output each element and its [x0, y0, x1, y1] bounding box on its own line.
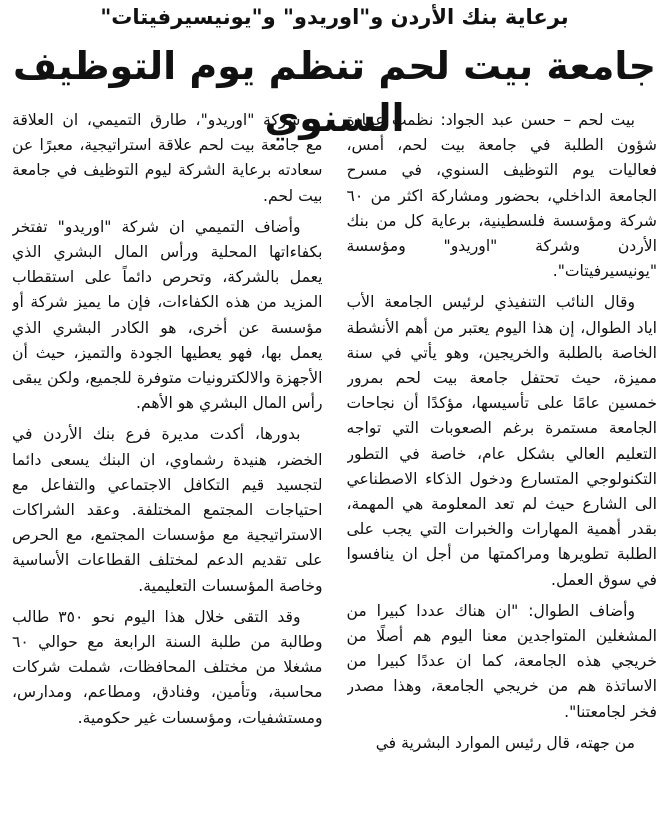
paragraph: بيت لحم – حسن عبد الجواد: نظمت عمادة شؤون الطلبة في جامعة بيت لحم، أمس، فعاليات يوم التوظيف السنوي، في مسرح الجامعة الداخلي، بحضور ومشاركة اكثر من ٦٠ شركة ومؤسسة فلسطينية، برعاية كل من بنك الأردن وشركة "اوريدو" ومؤسسة "يونيسيرفيتات".: [346, 111, 657, 281]
paragraph: من جهته، قال رئيس الموارد البشرية في: [375, 733, 635, 752]
article-column-left: [12, 108, 323, 833]
paragraph: وأضاف التميمي ان شركة "اوريدو" تفتخر بكفاءاتها المحلية ورأس المال البشري الذي يعمل بالشركة، وتحرص دائماً على استقطاب المزيد من هذه الكفاءات، فإن ما يميز شركة أو مؤسسة عن أخرى، هو الكادر البشري الذي يعمل بها، فهو يعطيها الجودة والتميز، حيث أن الأجهزة والالكترونيات متوفرة للجميع، ولكن يبقى رأس المال البشري هو الأهم.: [12, 217, 323, 413]
article-column-right: [347, 108, 658, 833]
paragraph: بدورها، أكدت مديرة فرع بنك الأردن في الخضر، هنيدة رشماوي، ان البنك يسعى دائما لتجسيد قيم التكافل الاجتماعي والتفاعل مع احتياجات المجتمع المختلفة. وعقد الشراكات الاستراتيجية مع مؤسسات المجتمع، مع الحرص على تقديم الدعم لمختلف القطاعات الأساسية وخاصة المؤسسات التعليمية.: [12, 425, 323, 595]
article-body: [12, 108, 657, 833]
paragraph: وأضاف الطوال: "ان هناك عددا كبيرا من المشغلين المتواجدين معنا اليوم هم أصلًا من خريجي هذه الجامعة، كما ان عددًا كبيرا من الاساتذة هم من خريجي الجامعة، وهذا مصدر فخر لجامعتنا".: [346, 601, 657, 721]
paragraph: وقد التقى خلال هذا اليوم نحو ٣٥٠ طالب وطالبة من طلبة السنة الرابعة مع حوالي ٦٠ مشغلا من مختلف المحافظات، شملت شركات محاسبة، وتأمين، وفنادق، ومطاعم، ومدارس، ومستشفيات، ومؤسسات غير حكومية.: [12, 607, 323, 727]
paragraph: وقال النائب التنفيذي لرئيس الجامعة الأب اياد الطوال، إن هذا اليوم يعتبر من أهم الأنشطة الخاصة بالطلبة والخريجين، وهو يأتي في سنة مميزة، حيث تحتفل جامعة بيت لحم بمرور خمسين عامًا على تأسيسها، مؤكدًا أن نجاحات الجامعة مستمرة برغم الصعوبات التي تواجه التعليم العالي بشكل عام، خاصة في التطور التكنولوجي المتسارع ودخول الذكاء الاصطناعي الى الشارع حيث لم تعد المعلومة هي المهمة، بقدر أهمية المهارات والخبرات التي يجب على الطلبة تطويرها ومراكمتها من أجل ان ينافسوا في سوق العمل.: [346, 293, 657, 589]
article-headline: جامعة بيت لحم تنظم يوم التوظيف السنوي: [12, 44, 656, 140]
paragraph: شركة "اوريدو"، طارق التميمي، ان العلاقة مع جامعة بيت لحم علاقة استراتيجية، معبرًا عن سعادته برعاية الشركة ليوم التوظيف في جامعة بيت لحم.: [12, 111, 323, 205]
article-kicker: برعاية بنك الأردن و"اوريدو" و"يونيسيرفيتات": [100, 5, 569, 29]
